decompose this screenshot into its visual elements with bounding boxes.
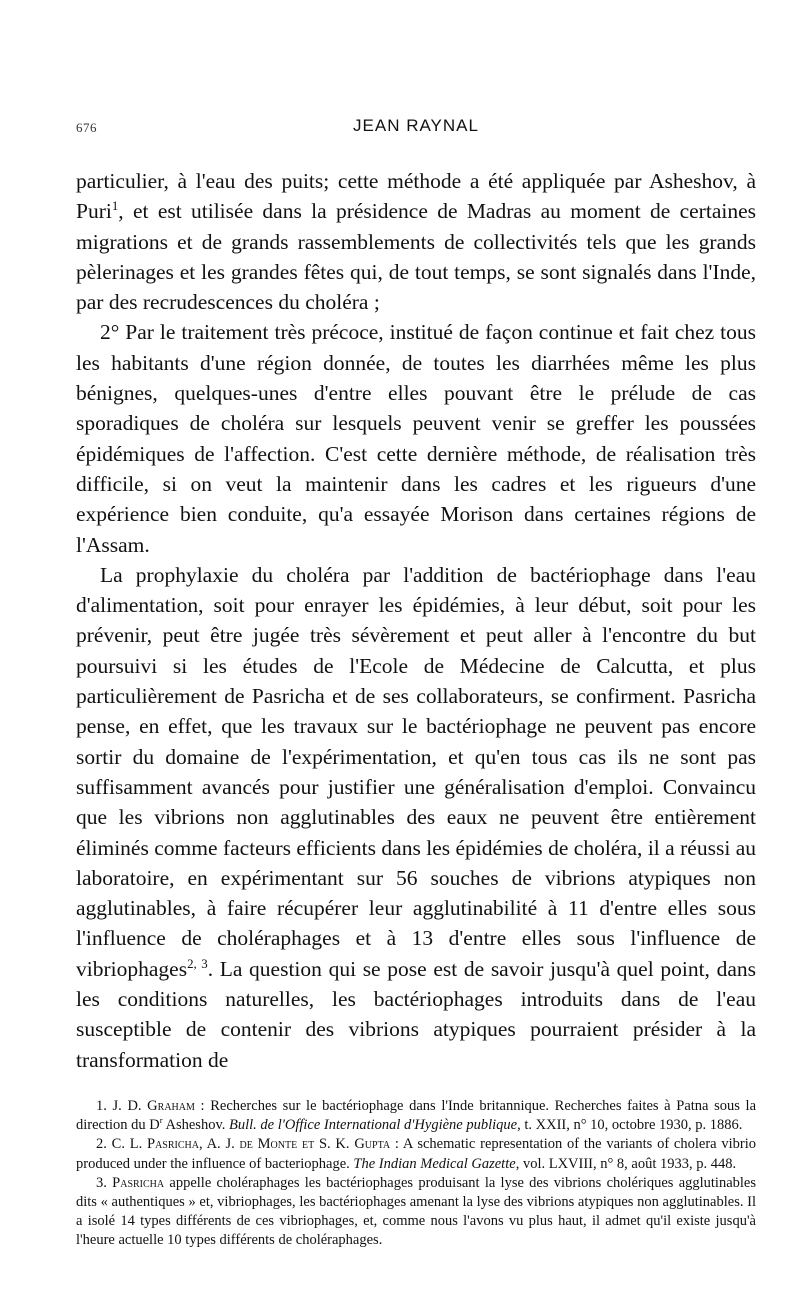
running-title: JEAN RAYNAL xyxy=(353,116,479,135)
paragraph-1-text-a: particulier, à l'eau des puits; cette méthode a été appliquée par Asheshov, à Puri xyxy=(76,169,756,224)
footnote-journal-title: The Indian Medical Gazette xyxy=(353,1155,516,1172)
paragraph-3 xyxy=(76,560,756,1075)
footnote-1 xyxy=(76,1097,756,1135)
paragraph-1-text-b: , et est utilisée dans la présidence de Madras au moment de certaines migrations et de grands rassemblements de collectivités tels que les grands pèlerinages et les grandes fêtes qui, de tout temps, se sont signalés dans l'Inde, par des recrudescences du choléra ; xyxy=(76,199,756,315)
footnote-text: Asheshov. xyxy=(162,1117,229,1134)
page-number: 676 xyxy=(76,120,97,135)
paragraph-3-text-a: La prophylaxie du choléra par l'addition de bactériophage dans l'eau d'alimentation, soit pour enrayer les épidémies, à leur début, soit pour les prévenir, peut être jugée très sévèrement et peut aller à l'encontre du but poursuivi si les études de l'Ecole de Médecine de Calcutta, et plus particulièrement de Pasricha et de ses collaborateurs, se confirment. Pasricha pense, en effet, que les travaux sur le bactériophage ne peuvent pas encore sortir du domaine de l'expérimentation, et qu'en tous cas ils ne sont pas suffisamment avancés pour justifier une généralisation d'emploi. Convaincu que les vibrions non agglutinables des eaux ne peuvent être entièrement éliminés comme facteurs efficients dans les épidémies de choléra, il a réussi au laboratoire, en expérimentant sur 56 souches de vibrions atypiques non agglutinables, à faire récupérer leur agglutinabilité à 11 d'entre elles sous l'influence de choléraphages et à 13 d'entre elles sous l'influence de vibriophages xyxy=(76,562,756,981)
footnote-journal-title: Bull. de l'Office International d'Hygiène publique xyxy=(229,1117,518,1134)
footnote-number: 3. xyxy=(96,1174,107,1191)
document-page xyxy=(76,116,756,1251)
paragraph-3-text-b: . La question qui se pose est de savoir jusqu'à quel point, dans les conditions naturelles, les bactériophages introduits dans de l'eau susceptible de contenir des vibrions atypiques pourraient présider à la transformation de xyxy=(76,956,756,1072)
footnote-text: : A schematic representation of the variants of cholera vibrio produced under the influence of bacteriophage. xyxy=(76,1136,757,1172)
footnote-2 xyxy=(76,1135,756,1173)
page-header xyxy=(76,116,756,150)
footnote-ref-2-3: 2, 3 xyxy=(187,956,208,971)
footnote-3 xyxy=(76,1174,756,1251)
footnote-text: : Recherches sur le bactériophage dans l'Inde britannique. Recherches faites à Patna sous la direction du D xyxy=(76,1097,757,1134)
footnote-author: C. L. Pasricha, A. J. de Monte et S. K. Gupta xyxy=(111,1136,391,1153)
paragraph-2: 2° Par le traitement très précoce, institué de façon continue et fait chez tous les habitants d'une région donnée, de toutes les diarrhées même les plus bénignes, quelques-unes d'entre elles pouvant être le prélude de cas sporadiques de choléra sur lesquels peuvent venir se greffer les poussées épidémiques de l'affection. C'est cette dernière méthode, de réalisation très difficile, si on veut la maintenir dans les cadres et les rigueurs d'une expérience bien conduite, qu'a essayée Morison dans certaines régions de l'Assam. xyxy=(76,320,756,557)
footnote-superscript: r xyxy=(159,1115,163,1126)
footnote-ref-1: 1 xyxy=(111,199,119,214)
body-text xyxy=(76,166,756,1075)
footnote-number: 2. xyxy=(96,1136,107,1153)
footnote-author: Pasricha xyxy=(112,1174,165,1191)
footnote-citation: , vol. LXVIII, n° 8, août 1933, p. 448. xyxy=(515,1155,737,1172)
footnotes xyxy=(76,1097,756,1251)
footnote-author: J. D. Graham xyxy=(112,1097,195,1114)
footnote-citation: , t. XXII, n° 10, octobre 1930, p. 1886. xyxy=(517,1117,743,1134)
paragraph-1 xyxy=(76,166,756,317)
footnote-number: 1. xyxy=(96,1097,107,1114)
footnote-text: appelle choléraphages les bactériophages produisant la lyse des vibrions cholériques agglutinables dits « authentiques » et, vibriophages, les bactériophages amenant la lyse des vibrions atypiques non agglutinables. Il a isolé 14 types différents de ces vibriophages, et, comme nous l'avons vu plus haut, il admet qu'il existe jusqu'à l'heure actuelle 10 types différents de choléraphages. xyxy=(76,1174,757,1249)
